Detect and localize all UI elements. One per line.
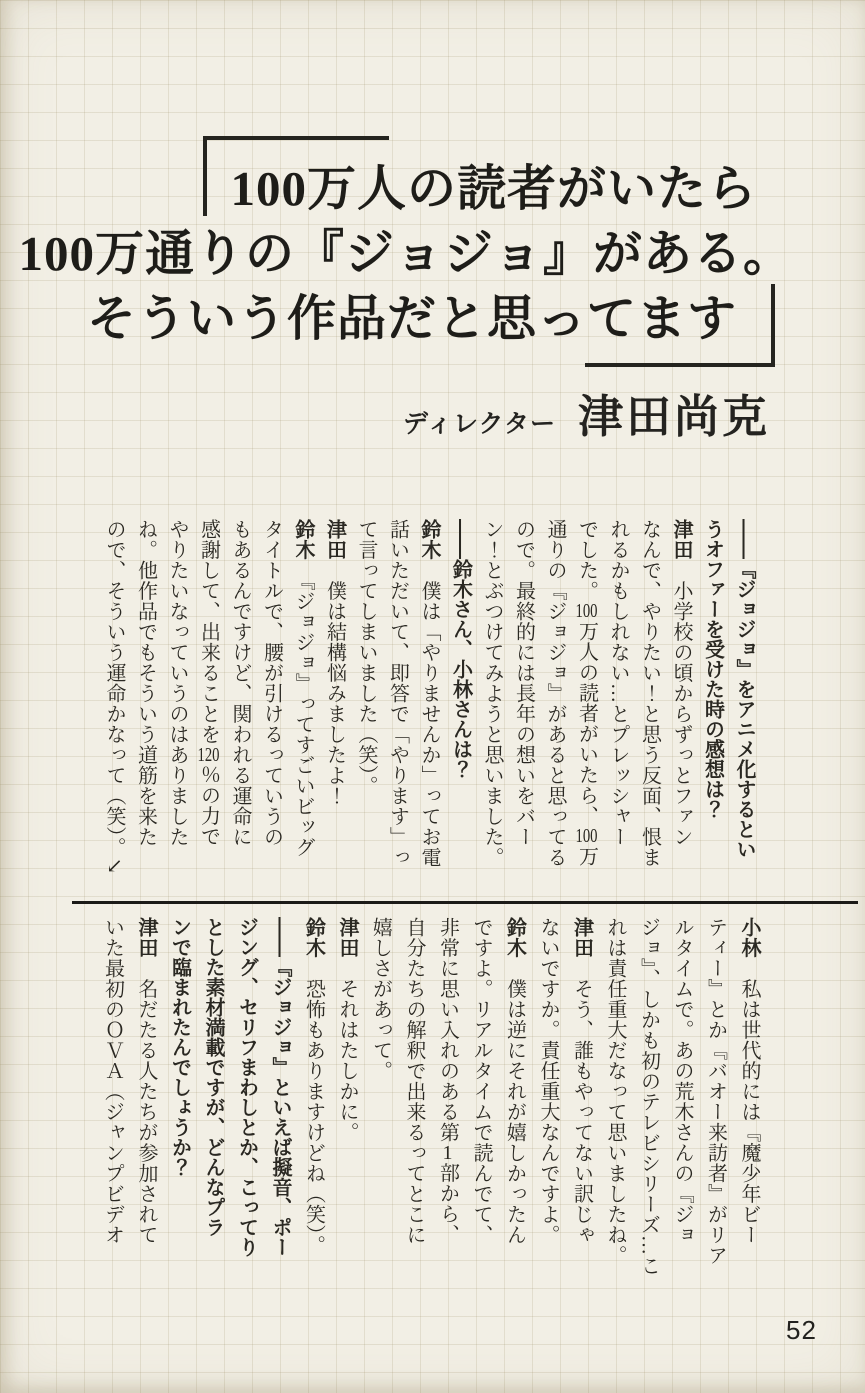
interviewer-question-line: とした素材満載ですが、どんなプラ bbox=[202, 917, 224, 1237]
article-text-line: 津田 僕は結構悩みましたよ！ bbox=[323, 519, 346, 806]
article-text-line: もあるんですけど、関われる運命に bbox=[229, 519, 251, 847]
article-text-line: 非常に思い入れのある第1部から、 bbox=[436, 917, 459, 1245]
article-text-line: やりたいなっていうのはありました bbox=[166, 519, 188, 847]
article-text-line: 津田 それはたしかに。 bbox=[336, 917, 358, 1143]
speaker-name: 鈴木 bbox=[292, 519, 314, 560]
article-text-line: 嬉しさがあって。 bbox=[369, 917, 392, 1081]
article-text-line: て言ってしまいました（笑）。 bbox=[355, 519, 377, 796]
headline-line-1: 100万人の読者がいたら bbox=[230, 161, 757, 216]
interviewer-question-line: ――鈴木さん、小林さんは？ bbox=[449, 519, 472, 779]
inline-number: 100 bbox=[575, 826, 598, 846]
page-number: 52 bbox=[786, 1315, 817, 1345]
article-text-line: ので、そういう運命かなって（笑）。↘ bbox=[103, 519, 125, 875]
speaker-name: 鈴木 bbox=[418, 519, 440, 560]
inline-number: 120 bbox=[197, 744, 220, 765]
article-text-line: タイトルで、腰が引けるっていうの bbox=[260, 519, 283, 847]
article-text-line: ティー』とか『バオー来訪者』がリア bbox=[704, 917, 727, 1266]
article-block-lower bbox=[93, 917, 765, 1301]
byline-role: ディレクター bbox=[402, 410, 556, 438]
speaker-name: 津田 bbox=[135, 917, 157, 958]
article-text-line: 鈴木 恐怖もありますけどね（笑）。 bbox=[302, 917, 325, 1256]
speaker-name: 小林 bbox=[738, 917, 760, 958]
article-text-line: 津田 小学校の頃からずっとファン bbox=[670, 519, 692, 847]
article-text-line: 自分たちの解釈で出来るってとこに bbox=[403, 917, 425, 1245]
interviewer-question-line: ジング、セリフまわしとか、こってり bbox=[235, 917, 258, 1257]
speaker-name: 津田 bbox=[670, 519, 692, 560]
article-text-line: ジョ』、しかも初のテレビシリーズ…こ bbox=[637, 917, 660, 1276]
speaker-name: 津田 bbox=[323, 519, 346, 560]
article-text-line: ね。他作品でもそういう道筋を来た bbox=[134, 519, 157, 847]
byline-name: 津田尚克 bbox=[577, 391, 770, 442]
article-block-upper bbox=[91, 519, 759, 899]
article-text-line: 通りの『ジョジョ』があると思ってる bbox=[544, 519, 566, 868]
headline-line-3: そういう作品だと思ってます bbox=[86, 291, 737, 346]
inline-number: 100 bbox=[575, 601, 598, 621]
interviewer-question-line: うオファーを受けた時の感想は？ bbox=[701, 519, 724, 819]
speaker-name: 津田 bbox=[570, 917, 593, 958]
article-text-line: 感謝して、出来ることを120％の力で bbox=[197, 519, 220, 847]
article-text-line: 鈴木 『ジョジョ』ってすごいビッグ bbox=[292, 519, 314, 858]
article-text-line: ので。最終的には長年の想いをバー bbox=[512, 519, 535, 847]
headline-bracket-bottom-right bbox=[585, 284, 775, 367]
inline-number: 1 bbox=[442, 1142, 453, 1163]
section-divider bbox=[72, 901, 858, 904]
article-text-line: ルタイムで。あの荒木さんの『ジョ bbox=[671, 917, 693, 1245]
article-text-line: なんで、やりたい！と思う反面、恨ま bbox=[638, 519, 661, 868]
article-text-line: 鈴木 僕は「やりませんか」ってお電 bbox=[418, 519, 440, 868]
article-text-line: 話いただいて、即答で「やります」っ bbox=[386, 519, 409, 868]
article-text-line: ないですか。責任重大なんですよ。 bbox=[537, 917, 559, 1245]
byline bbox=[403, 380, 770, 445]
speaker-name: 津田 bbox=[336, 917, 358, 958]
article-text-line: 津田 名だたる人たちが参加されて bbox=[135, 917, 157, 1245]
article-text-line: れるかもしれない…とプレッシャー bbox=[607, 519, 629, 847]
article-text-line: 鈴木 僕は逆にそれが嬉しかったん bbox=[503, 917, 526, 1245]
speaker-name: 鈴木 bbox=[302, 917, 325, 958]
headline-line-2: 100万通りの『ジョジョ』がある。 bbox=[18, 226, 793, 281]
interviewer-question-line: ――『ジョジョ』といえば擬音、ポー bbox=[269, 917, 291, 1257]
article-text-line: でした。100万人の読者がいたら、100万 bbox=[575, 519, 598, 867]
interviewer-question-line: ――『ジョジョ』をアニメ化するとい bbox=[733, 519, 755, 859]
article-text-line: 津田 そう、誰もやってない訳じゃ bbox=[570, 917, 593, 1245]
article-text-line: ン！とぶつけてみようと思いました。 bbox=[481, 519, 503, 868]
article-text-line: 小林 私は世代的には『魔少年ビー bbox=[738, 917, 760, 1245]
article-text-line: いた最初のＯＶＡ（ジャンプビデオ bbox=[101, 917, 124, 1245]
article-text-line: れは責任重大だなって思いましたね。 bbox=[604, 917, 626, 1266]
speaker-name: 鈴木 bbox=[503, 917, 526, 958]
interviewer-question-line: ンで臨まれたんでしょうか？ bbox=[168, 917, 191, 1177]
article-text-line: ですよ。リアルタイムで読んでて、 bbox=[470, 917, 492, 1245]
